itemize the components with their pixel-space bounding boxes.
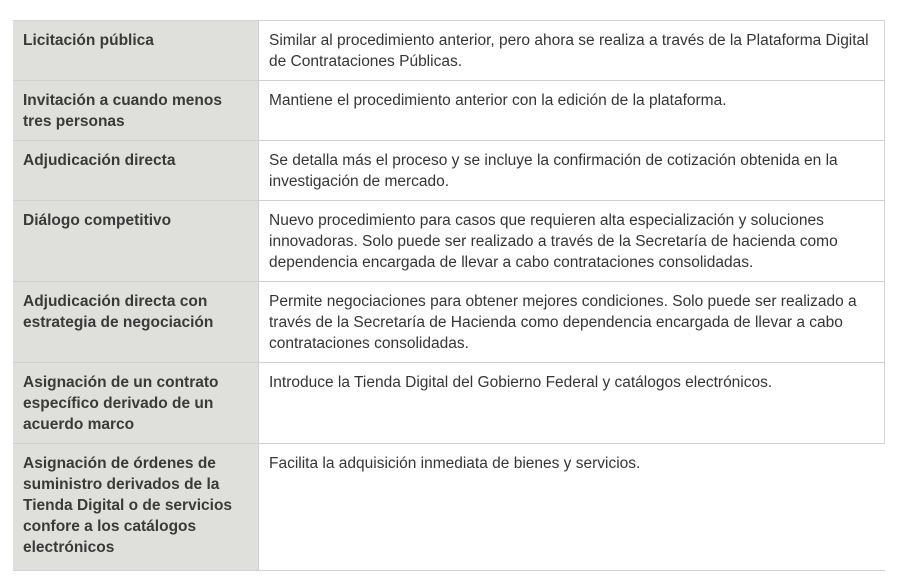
- procedure-description: Similar al procedimiento anterior, pero ahora se realiza a través de la Plataforma Digital de Contrataciones Públicas.: [258, 21, 885, 80]
- table-row: [13, 363, 885, 444]
- procedure-description: Nuevo procedimiento para casos que requieren alta especialización y soluciones innovadoras. Solo puede ser realizado a través de la Secretaría de hacienda como dependencia encargada de llevar a cabo contrataciones consolidadas.: [258, 201, 885, 281]
- procedure-name: Diálogo competitivo: [13, 201, 258, 281]
- table-row: [13, 21, 885, 81]
- table-row: [13, 81, 885, 141]
- procedure-name: Invitación a cuando menos tres personas: [13, 81, 258, 140]
- procedure-name: Adjudicación directa: [13, 141, 258, 200]
- table-row: [13, 201, 885, 282]
- procedure-description: Facilita la adquisición inmediata de bienes y servicios.: [258, 444, 885, 570]
- procedure-description: Introduce la Tienda Digital del Gobierno Federal y catálogos electrónicos.: [258, 363, 885, 443]
- procedure-description: Mantiene el procedimiento anterior con la edición de la plataforma.: [258, 81, 885, 140]
- procedure-name: Asignación de un contrato específico derivado de un acuerdo marco: [13, 363, 258, 443]
- table-row: [13, 141, 885, 201]
- procedure-description: Permite negociaciones para obtener mejores condiciones. Solo puede ser realizado a través de la Secretaría de Hacienda como dependencia encargada de llevar a cabo contrataciones consolidadas.: [258, 282, 885, 362]
- procedure-name: Asignación de órdenes de suministro derivados de la Tienda Digital o de servicios confore a los catálogos electrónicos: [13, 444, 258, 570]
- table-row: [13, 444, 885, 571]
- table-row: [13, 282, 885, 363]
- procedure-description: Se detalla más el proceso y se incluye la confirmación de cotización obtenida en la investigación de mercado.: [258, 141, 885, 200]
- procedures-table: [13, 20, 885, 571]
- procedure-name: Licitación pública: [13, 21, 258, 80]
- procedure-name: Adjudicación directa con estrategia de negociación: [13, 282, 258, 362]
